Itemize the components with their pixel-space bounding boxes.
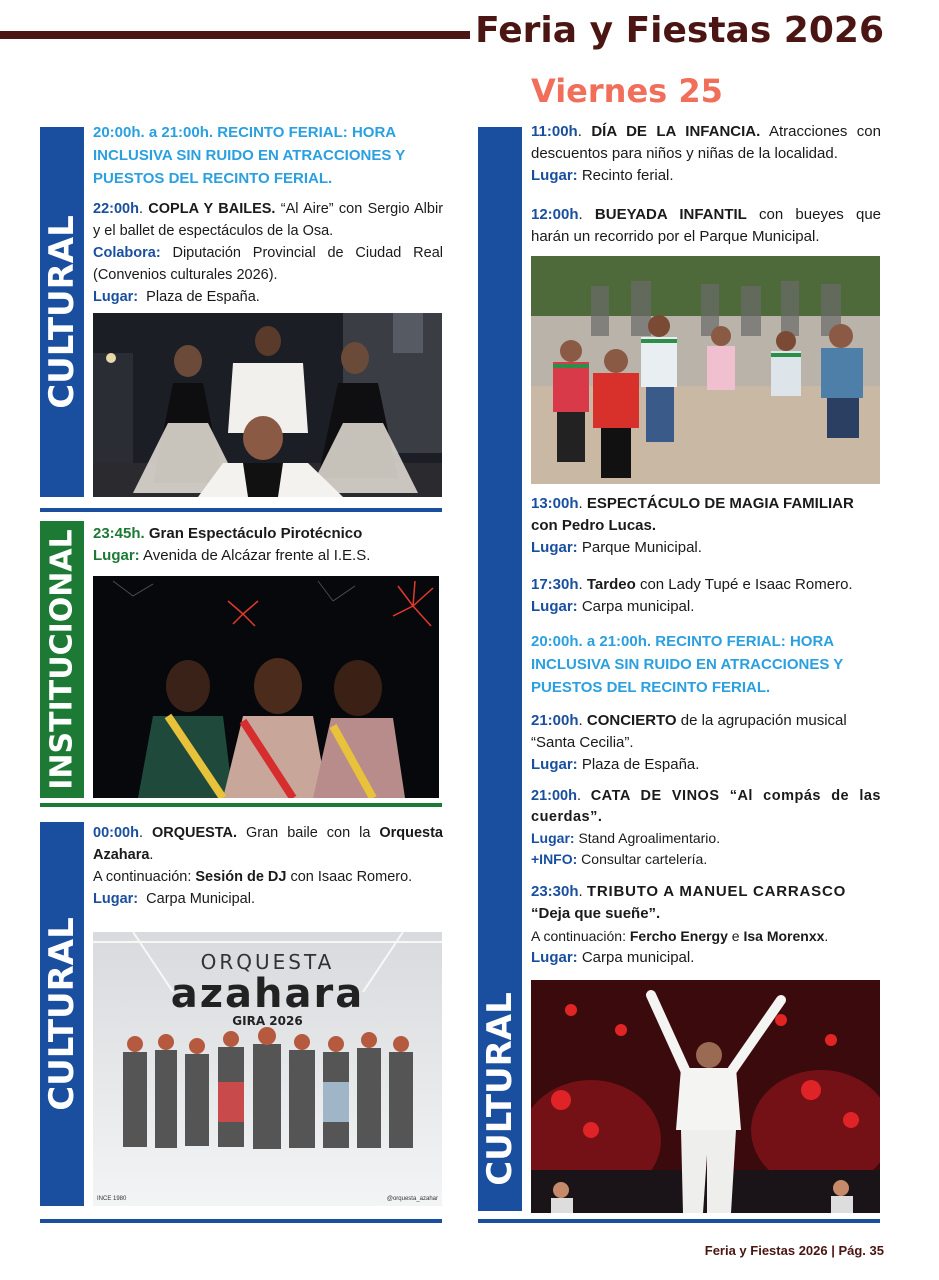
category-bar-institucional (40, 521, 84, 798)
block-cultural-1 (93, 121, 443, 308)
cont-bold: Sesión de DJ (195, 869, 287, 885)
event-title: Gran Espectáculo Pirotécnico (148, 525, 363, 542)
event-lugar (93, 545, 443, 567)
event-inclusive-right (531, 630, 876, 699)
cont-rest: con Isaac Romero. (290, 869, 413, 885)
event-title: CATA DE VINOS “Al compás de las cuerdas”. (531, 788, 881, 825)
cont-artist-a: Fercho Energy (629, 928, 728, 944)
event-orquesta: 00:00h. ORQUESTA. Gran baile con la Orquesta Azahara. (93, 825, 444, 863)
lugar-label: Lugar: (93, 547, 140, 564)
poster-corner-right: @orquesta_azahar (386, 1196, 438, 1202)
event-desc: con Lady Tupé e Isaac Romero. (639, 576, 853, 593)
cont-end: . (824, 928, 829, 944)
inclusive-hour-headline: 20:00h. a 21:00h. RECINTO FERIAL: HORA INCLUSIVA SIN RUIDO EN ATRACCIONES Y PUESTOS DEL RECINTO FERIAL. (93, 124, 405, 187)
event-desc: Gran baile con la (246, 825, 371, 841)
lugar-text: Avenida de Alcázar frente al I.E.S. (143, 547, 371, 564)
event-magia: 13:00h. ESPECTÁCULO DE MAGIA FAMILIAR con Pedro Lucas. Lugar: Parque Municipal. (531, 495, 854, 556)
event-bueyada: 12:00h. BUEYADA INFANTIL con bueyes que harán un recorrido por el Parque Municipal. (531, 206, 882, 245)
event-colabora (93, 242, 443, 286)
event-tardeo: 17:30h. Tardeo con Lady Tupé e Isaac Romero. Lugar: Carpa municipal. (531, 576, 853, 615)
event-time: 00:00h (93, 825, 139, 841)
lugar-text: Carpa municipal. (581, 598, 695, 615)
concert-singer-photo (531, 980, 880, 1213)
lugar-label: Lugar: (93, 891, 139, 907)
event-time: 23:45h. (93, 525, 145, 542)
block-underline (478, 1219, 880, 1223)
lugar-text: Stand Agroalimentario. (578, 830, 721, 846)
lugar-label: Lugar: (531, 598, 578, 615)
event-title: BUEYADA INFANTIL (594, 206, 747, 223)
inclusive-hour-headline: 20:00h. a 21:00h. RECINTO FERIAL: HORA INCLUSIVA SIN RUIDO EN ATRACCIONES Y PUESTOS DEL RECINTO FERIAL. (531, 633, 843, 696)
poster-line1: ORQUESTA (200, 950, 335, 974)
event-lugar (93, 888, 443, 910)
page-footer: Feria y Fiestas 2026 | Pág. 35 (704, 1243, 884, 1258)
event-title: CONCIERTO (586, 712, 677, 729)
poster-line2: azahara (170, 971, 365, 1017)
event-title: ESPECTÁCULO DE MAGIA FAMILIAR con Pedro Lucas. (531, 495, 854, 534)
info-label: +INFO: (531, 851, 578, 867)
poster-text (93, 950, 442, 1028)
event-concierto: 21:00h. CONCIERTO de la agrupación musical “Santa Cecilia”. Lugar: Plaza de España. (531, 712, 847, 773)
event-desc: “Al Aire” con Sergio Albir y el ballet de espectáculos de la Osa. (93, 201, 444, 239)
band-name: Orquesta Azahara (93, 825, 444, 863)
lugar-text: Parque Municipal. (581, 539, 702, 556)
event-subtitle: “Deja que sueñe”. (531, 905, 661, 922)
event-time: 21:00h (531, 712, 579, 729)
event-title: Tardeo (586, 576, 636, 593)
event-copla: 22:00h. COPLA Y BAILES. “Al Aire” con Sergio Albir y el ballet de espectáculos de la Osa. (93, 201, 444, 239)
info-text: Consultar cartelería. (581, 851, 708, 867)
lugar-text: Plaza de España. (581, 756, 700, 773)
category-label: INSTITUCIONAL (44, 529, 80, 790)
children-running-photo (531, 256, 880, 484)
category-bar-cultural-2 (40, 822, 84, 1206)
event-lugar (93, 286, 443, 308)
orquesta-azahara-poster (93, 932, 442, 1206)
event-time: 11:00h (531, 123, 578, 140)
lugar-label: Lugar: (531, 167, 578, 184)
lugar-text: Recinto ferial. (581, 167, 674, 184)
event-desc: Atracciones con descuentos para niños y niñas de la localidad. (531, 123, 881, 162)
copla-dancers-photo (93, 313, 442, 497)
block-cultural-2 (93, 822, 443, 910)
lugar-label: Lugar: (531, 949, 578, 966)
category-bar-cultural-right (478, 127, 522, 1211)
event-pirotecnico (93, 523, 443, 545)
lugar-label: Lugar: (531, 830, 575, 846)
poster-corner-left: INCE 1980 (97, 1196, 127, 1202)
lugar-text: Carpa Municipal. (146, 891, 255, 907)
category-label: CULTURAL (42, 215, 82, 409)
event-desc: con bueyes que harán un recorrido por el Parque Municipal. (531, 206, 882, 245)
lugar-text: Carpa municipal. (581, 949, 695, 966)
lugar-label: Lugar: (93, 289, 139, 305)
event-title: ORQUESTA. (151, 825, 238, 841)
colabora-label: Colabora: (93, 245, 161, 261)
header-rule (0, 31, 470, 39)
cont-label: A continuación: (531, 928, 626, 944)
page-title: Feria y Fiestas 2026 (475, 10, 884, 51)
event-tributo: 23:30h. TRIBUTO A MANUEL CARRASCO “Deja que sueñe”. A continuación: Fercho Energy e Isa Morenxx. Lugar: Carpa municipal. (531, 881, 881, 969)
colabora-text: Diputación Provincial de Ciudad Real (Convenios culturales 2026). (93, 245, 443, 283)
block-underline (40, 508, 442, 512)
event-time: 22:00h (93, 201, 139, 217)
cont-artist-b: Isa Morenxx (743, 928, 825, 944)
category-label: CULTURAL (42, 917, 82, 1111)
event-time: 17:30h (531, 576, 579, 593)
lugar-text: Plaza de España. (146, 289, 260, 305)
day-heading: Viernes 25 (531, 72, 723, 110)
cont-label: A continuación: (93, 869, 192, 885)
poster-line3: GIRA 2026 (232, 1014, 303, 1028)
block-underline (40, 803, 442, 807)
event-time: 21:00h (531, 788, 577, 804)
event-desc: de la agrupación musical “Santa Cecilia”. (531, 712, 847, 751)
lugar-label: Lugar: (531, 539, 578, 556)
category-bar-cultural-1 (40, 127, 84, 497)
event-title: DÍA DE LA INFANCIA. (591, 123, 761, 140)
fireworks-photo (93, 576, 439, 798)
block-underline (40, 1219, 442, 1223)
event-continuation (93, 866, 443, 888)
event-time: 12:00h (531, 206, 579, 223)
block-institucional (93, 523, 443, 567)
cont-mid: e (731, 928, 740, 944)
event-dia-infancia: 11:00h. DÍA DE LA INFANCIA. Atracciones con descuentos para niños y niñas de la localidad. Lugar: Recinto ferial. (531, 123, 881, 184)
event-cata-vinos: 21:00h. CATA DE VINOS “Al compás de las cuerdas”. Lugar: Stand Agroalimentario. +INFO: Consultar cartelería. (531, 788, 881, 867)
event-time: 23:30h (531, 883, 579, 900)
event-time: 13:00h (531, 495, 579, 512)
lugar-label: Lugar: (531, 756, 578, 773)
event-title: TRIBUTO A MANUEL CARRASCO (586, 883, 847, 900)
category-label: CULTURAL (480, 992, 520, 1186)
event-title: COPLA Y BAILES. (148, 201, 276, 217)
